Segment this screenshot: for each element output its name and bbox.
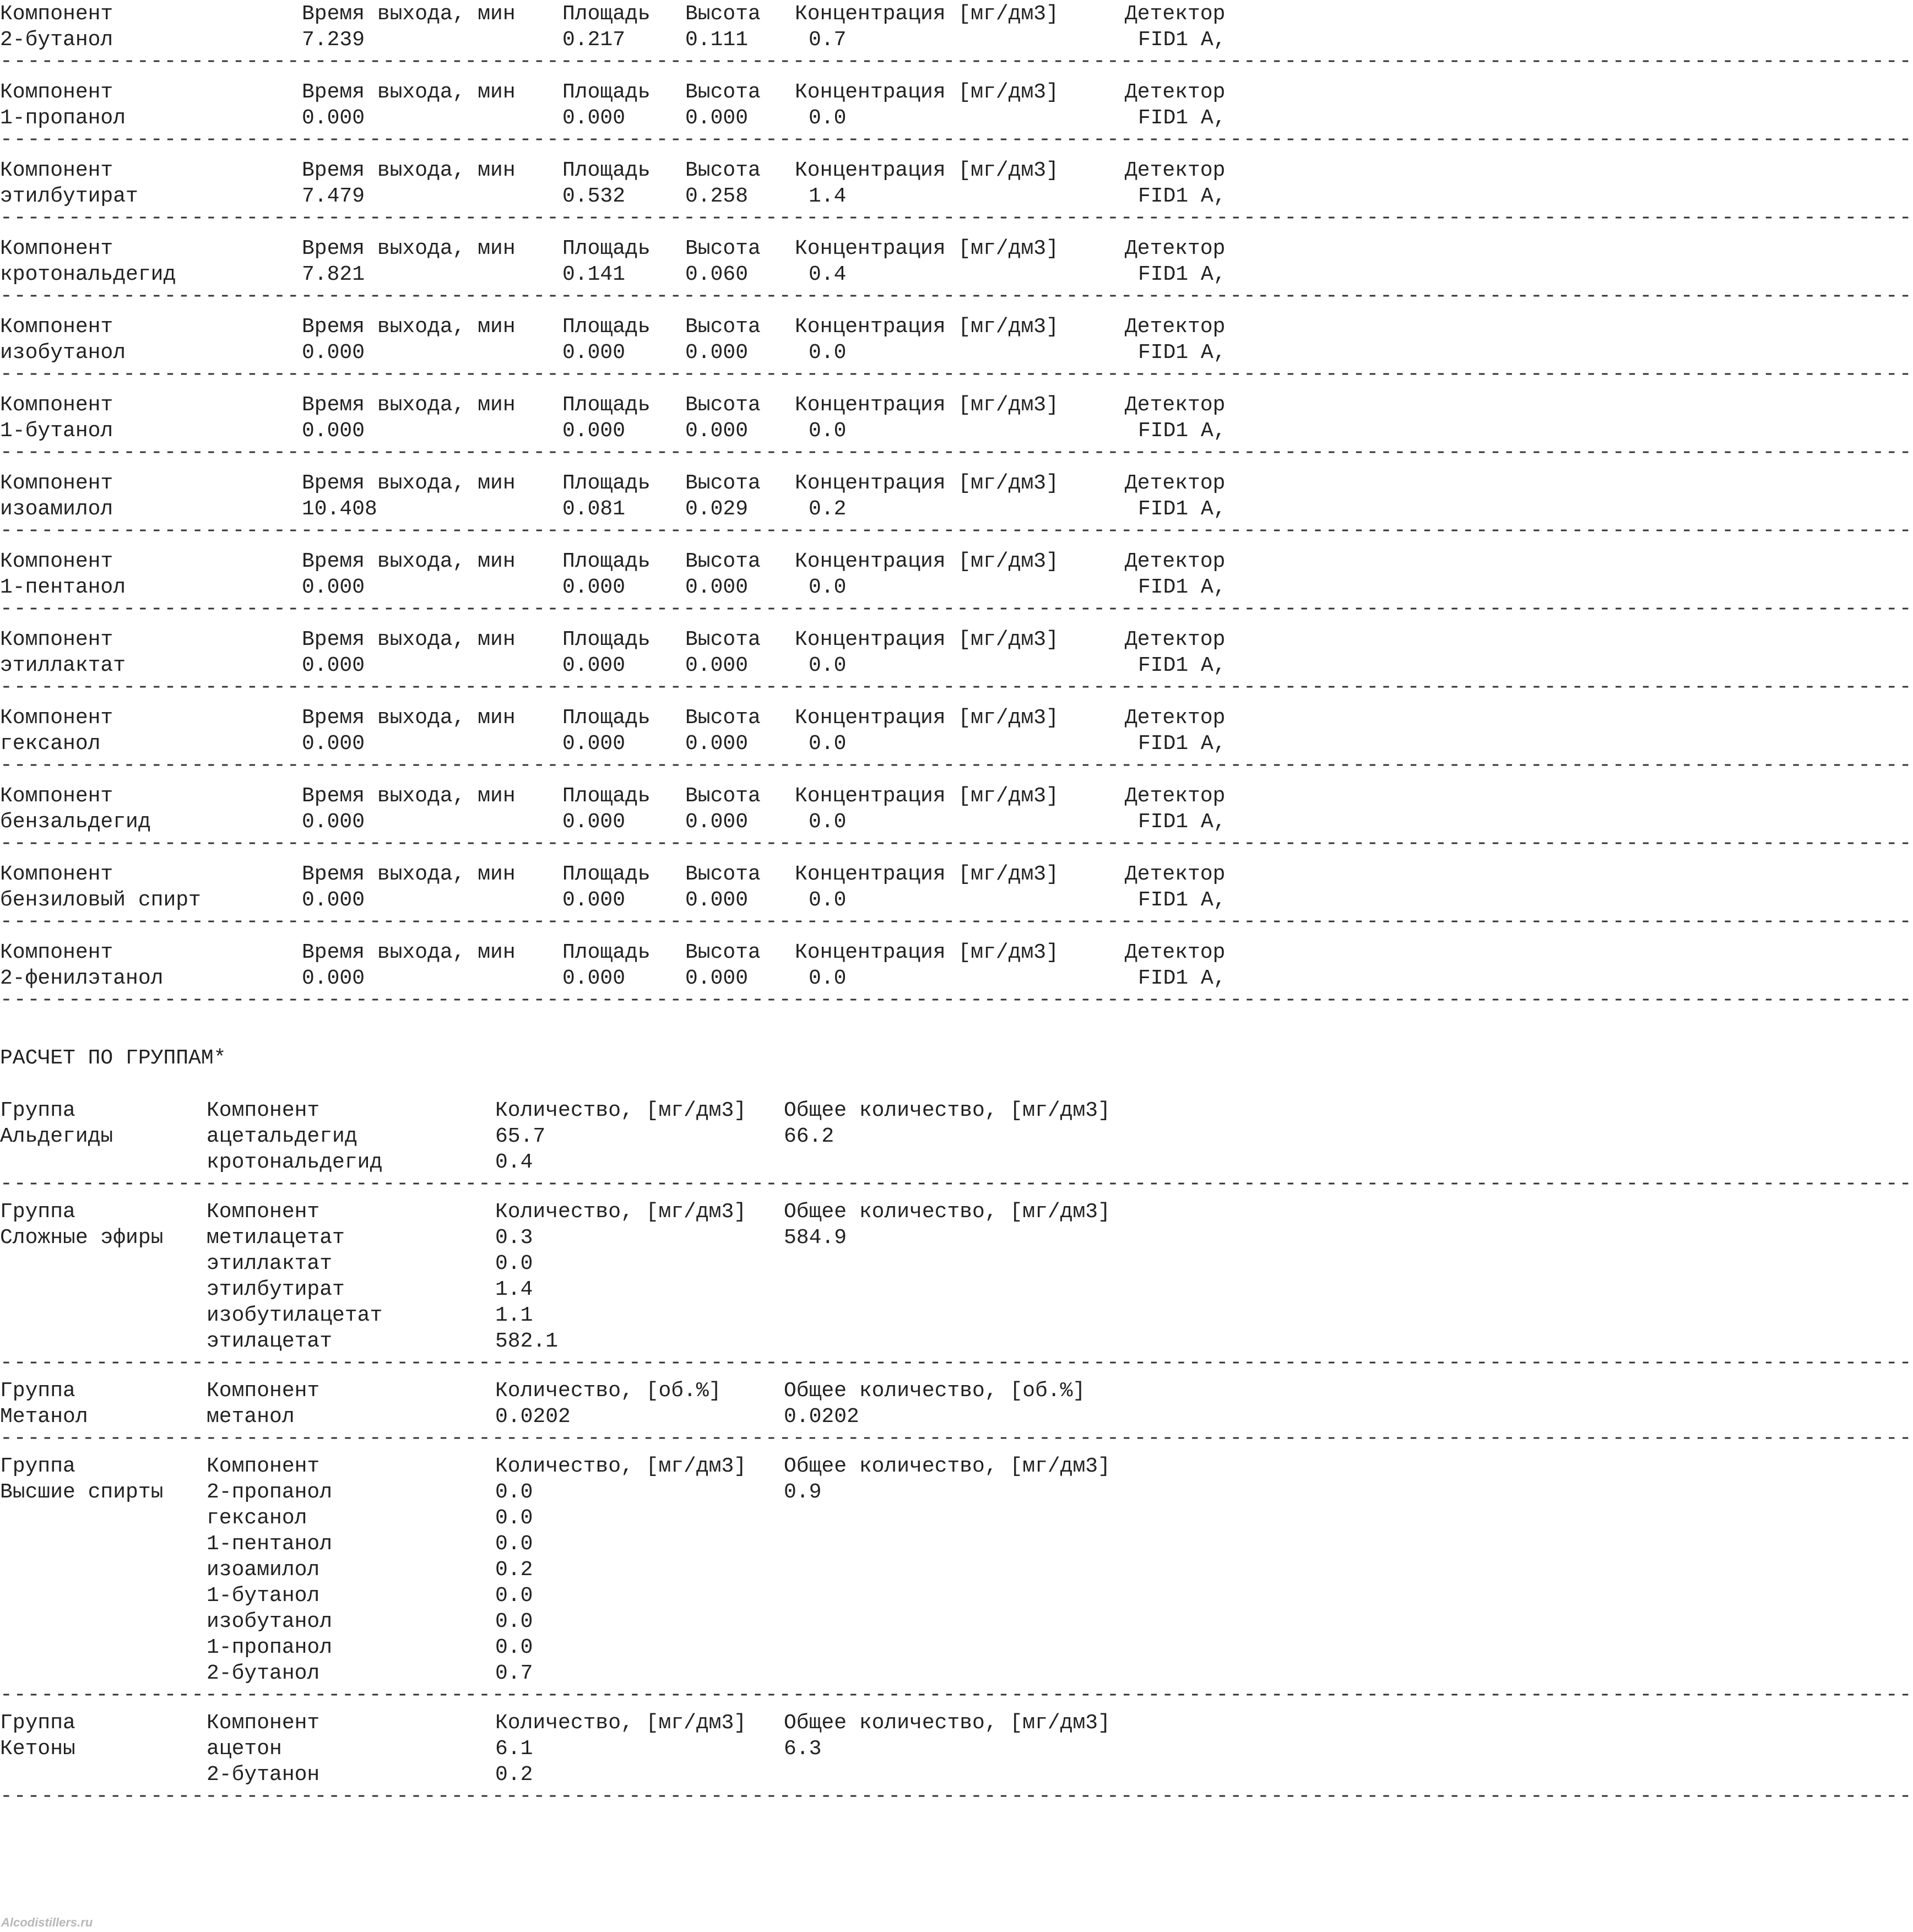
header-area: Площадь (562, 706, 651, 730)
group-item-component: этиллактат (207, 1252, 333, 1276)
height-value: 0.000 (685, 341, 749, 365)
area-value: 0.000 (562, 810, 626, 834)
group-header-row (0, 1199, 1366, 1225)
header-area: Площадь (562, 471, 651, 495)
area-value: 0.000 (562, 888, 626, 912)
header-component: Компонент (207, 1200, 320, 1224)
group-item-component: 1-пентанол (207, 1532, 333, 1556)
retention-time-value: 0.000 (302, 576, 365, 599)
concentration-value: 0.0 (809, 341, 847, 365)
header-component: Компонент (0, 628, 113, 652)
site-watermark: Alcodistillers.ru (1, 1915, 93, 1929)
dashed-divider: -------------------------------------------------------------------------------------------------------------------------------------------- (0, 1426, 1913, 1450)
area-value: 0.000 (562, 732, 626, 756)
group-item-amount: 65.7 (495, 1125, 546, 1148)
group-total-value: 584.9 (784, 1226, 847, 1250)
header-detector: Детектор (1125, 941, 1226, 964)
header-height: Высота (685, 784, 761, 808)
dashed-divider: -------------------------------------------------------------------------------------------------------------------------------------------- (0, 284, 1913, 308)
group-item-component: 2-бутанол (207, 1662, 320, 1685)
dashed-divider: -------------------------------------------------------------------------------------------------------------------------------------------- (0, 597, 1913, 621)
group-item-row (0, 1635, 1366, 1660)
header-concentration: Концентрация [мг/дм3] (795, 315, 1059, 339)
detector-value: FID1 A, (1138, 888, 1226, 912)
height-value: 0.000 (685, 576, 749, 599)
header-retention-time: Время выхода, мин (302, 159, 516, 182)
dashed-divider: -------------------------------------------------------------------------------------------------------------------------------------------- (0, 910, 1913, 934)
group-name: Сложные эфиры (0, 1226, 164, 1250)
group-item-amount: 1.1 (495, 1304, 533, 1327)
group-item-row (0, 1225, 1366, 1251)
group-total-value: 6.3 (784, 1737, 822, 1761)
header-component: Компонент (0, 80, 113, 104)
header-detector: Детектор (1125, 315, 1226, 339)
header-detector: Детектор (1125, 159, 1226, 182)
retention-time-value: 0.000 (302, 810, 365, 834)
header-height: Высота (685, 393, 761, 417)
component-name: 1-пентанол (0, 576, 126, 599)
concentration-value: 0.0 (809, 106, 847, 130)
group-total-value: 66.2 (784, 1125, 834, 1148)
component-name: кротональдегид (0, 263, 176, 286)
component-header-row (0, 783, 1366, 809)
group-header-row (0, 1710, 1366, 1736)
header-height: Высота (685, 706, 761, 730)
header-height: Высота (685, 550, 761, 573)
area-value: 0.000 (562, 106, 626, 130)
header-detector: Детектор (1125, 80, 1226, 104)
component-header-row (0, 392, 1366, 418)
component-header-row (0, 705, 1366, 731)
concentration-value: 0.0 (809, 654, 847, 677)
group-item-amount: 1.4 (495, 1278, 533, 1301)
group-item-amount: 0.3 (495, 1226, 533, 1250)
component-header-row (0, 627, 1366, 653)
group-item-amount: 0.2 (495, 1763, 533, 1787)
height-value: 0.000 (685, 106, 749, 130)
component-header-row (0, 236, 1366, 262)
detector-value: FID1 A, (1138, 576, 1226, 599)
header-area: Площадь (562, 393, 651, 417)
group-item-row (0, 1251, 1366, 1277)
retention-time-value: 7.479 (302, 184, 365, 208)
header-detector: Детектор (1125, 784, 1226, 808)
group-item-row (0, 1609, 1366, 1635)
area-value: 0.217 (562, 28, 626, 52)
retention-time-value: 0.000 (302, 967, 365, 990)
header-height: Высота (685, 237, 761, 261)
header-area: Площадь (562, 237, 651, 261)
group-item-component: изобутанол (207, 1610, 333, 1633)
header-area: Площадь (562, 941, 651, 964)
header-retention-time: Время выхода, мин (302, 784, 516, 808)
header-retention-time: Время выхода, мин (302, 2, 516, 26)
header-component: Компонент (0, 706, 113, 730)
header-detector: Детектор (1125, 471, 1226, 495)
header-component: Компонент (207, 1455, 320, 1478)
header-concentration: Концентрация [мг/дм3] (795, 784, 1059, 808)
area-value: 0.141 (562, 263, 626, 286)
header-height: Высота (685, 628, 761, 652)
header-concentration: Концентрация [мг/дм3] (795, 941, 1059, 964)
header-concentration: Концентрация [мг/дм3] (795, 159, 1059, 182)
concentration-value: 1.4 (809, 184, 847, 208)
concentration-value: 0.0 (809, 576, 847, 599)
group-item-component: изобутилацетат (207, 1304, 383, 1327)
height-value: 0.060 (685, 263, 749, 286)
dashed-divider: -------------------------------------------------------------------------------------------------------------------------------------------- (0, 441, 1913, 464)
height-value: 0.000 (685, 967, 749, 990)
component-header-row (0, 1, 1366, 27)
component-name: 1-бутанол (0, 419, 113, 443)
header-retention-time: Время выхода, мин (302, 628, 516, 652)
detector-value: FID1 A, (1138, 654, 1226, 677)
dashed-divider: -------------------------------------------------------------------------------------------------------------------------------------------- (0, 50, 1913, 73)
header-area: Площадь (562, 2, 651, 26)
group-item-row (0, 1557, 1366, 1583)
header-component: Компонент (0, 862, 113, 886)
header-component: Компонент (0, 941, 113, 964)
group-name: Высшие спирты (0, 1480, 164, 1504)
dashed-divider: -------------------------------------------------------------------------------------------------------------------------------------------- (0, 128, 1913, 151)
header-area: Площадь (562, 159, 651, 182)
group-item-amount: 0.0 (495, 1610, 533, 1633)
group-item-row (0, 1505, 1366, 1531)
group-item-amount: 582.1 (495, 1329, 559, 1353)
header-component: Компонент (0, 550, 113, 573)
header-concentration: Концентрация [мг/дм3] (795, 862, 1059, 886)
component-header-row (0, 79, 1366, 105)
header-component: Компонент (0, 315, 113, 339)
header-component: Компонент (207, 1711, 320, 1735)
dashed-divider: -------------------------------------------------------------------------------------------------------------------------------------------- (0, 1351, 1913, 1375)
area-value: 0.000 (562, 654, 626, 677)
group-item-component: 2-пропанол (207, 1480, 333, 1504)
group-header-row (0, 1453, 1366, 1479)
group-item-component: метилацетат (207, 1226, 345, 1250)
component-header-row (0, 861, 1366, 887)
concentration-value: 0.0 (809, 967, 847, 990)
header-concentration: Концентрация [мг/дм3] (795, 237, 1059, 261)
dashed-divider: -------------------------------------------------------------------------------------------------------------------------------------------- (0, 1172, 1913, 1196)
component-name: 1-пропанол (0, 106, 126, 130)
header-retention-time: Время выхода, мин (302, 941, 516, 964)
header-amount: Количество, [мг/дм3] (495, 1711, 747, 1735)
group-item-component: 1-пропанол (207, 1636, 333, 1659)
header-concentration: Концентрация [мг/дм3] (795, 2, 1059, 26)
concentration-value: 0.7 (809, 28, 847, 52)
header-concentration: Концентрация [мг/дм3] (795, 80, 1059, 104)
group-item-amount: 0.2 (495, 1558, 533, 1582)
detector-value: FID1 A, (1138, 419, 1226, 443)
group-total-value: 0.0202 (784, 1405, 859, 1429)
header-group: Группа (0, 1711, 75, 1735)
concentration-value: 0.0 (809, 732, 847, 756)
groups-section-title: РАСЧЕТ ПО ГРУППАМ* (0, 1046, 226, 1070)
group-name: Метанол (0, 1405, 88, 1429)
detector-value: FID1 A, (1138, 341, 1226, 365)
header-group: Группа (0, 1379, 75, 1403)
header-area: Площадь (562, 80, 651, 104)
component-name: изобутанол (0, 341, 126, 365)
retention-time-value: 7.239 (302, 28, 365, 52)
concentration-value: 0.0 (809, 419, 847, 443)
header-detector: Детектор (1125, 550, 1226, 573)
header-area: Площадь (562, 315, 651, 339)
component-name: 2-фенилэтанол (0, 967, 164, 990)
component-header-row (0, 158, 1366, 183)
group-item-component: метанол (207, 1405, 295, 1429)
area-value: 0.000 (562, 967, 626, 990)
component-header-row (0, 314, 1366, 340)
header-component: Компонент (0, 784, 113, 808)
group-item-row (0, 1277, 1366, 1303)
component-name: этилбутират (0, 184, 138, 208)
dashed-divider: -------------------------------------------------------------------------------------------------------------------------------------------- (0, 832, 1913, 855)
header-area: Площадь (562, 628, 651, 652)
group-item-component: кротональдегид (207, 1150, 383, 1174)
header-concentration: Концентрация [мг/дм3] (795, 550, 1059, 573)
dashed-divider: -------------------------------------------------------------------------------------------------------------------------------------------- (0, 1683, 1913, 1707)
header-area: Площадь (562, 550, 651, 573)
area-value: 0.081 (562, 497, 626, 521)
header-area: Площадь (562, 862, 651, 886)
group-item-component: ацетальдегид (207, 1125, 357, 1148)
height-value: 0.000 (685, 888, 749, 912)
dashed-divider: -------------------------------------------------------------------------------------------------------------------------------------------- (0, 362, 1913, 386)
header-retention-time: Время выхода, мин (302, 315, 516, 339)
height-value: 0.000 (685, 419, 749, 443)
header-height: Высота (685, 471, 761, 495)
header-height: Высота (685, 862, 761, 886)
header-area: Площадь (562, 784, 651, 808)
area-value: 0.000 (562, 576, 626, 599)
group-total-value: 0.9 (784, 1480, 822, 1504)
component-header-row (0, 549, 1366, 574)
detector-value: FID1 A, (1138, 732, 1226, 756)
dashed-divider: -------------------------------------------------------------------------------------------------------------------------------------------- (0, 519, 1913, 542)
area-value: 0.532 (562, 184, 626, 208)
header-total-amount: Общее количество, [мг/дм3] (784, 1711, 1110, 1735)
header-amount: Количество, [мг/дм3] (495, 1455, 747, 1478)
group-item-amount: 0.0 (495, 1252, 533, 1276)
header-concentration: Концентрация [мг/дм3] (795, 471, 1059, 495)
group-item-row (0, 1583, 1366, 1609)
concentration-value: 0.2 (809, 497, 847, 521)
header-retention-time: Время выхода, мин (302, 80, 516, 104)
retention-time-value: 0.000 (302, 341, 365, 365)
height-value: 0.029 (685, 497, 749, 521)
header-concentration: Концентрация [мг/дм3] (795, 706, 1059, 730)
header-height: Высота (685, 315, 761, 339)
retention-time-value: 0.000 (302, 419, 365, 443)
height-value: 0.000 (685, 810, 749, 834)
header-amount: Количество, [об.%] (495, 1379, 722, 1403)
area-value: 0.000 (562, 341, 626, 365)
header-retention-time: Время выхода, мин (302, 393, 516, 417)
dashed-divider: -------------------------------------------------------------------------------------------------------------------------------------------- (0, 1784, 1913, 1808)
component-header-row (0, 470, 1366, 496)
group-name: Альдегиды (0, 1125, 113, 1148)
header-group: Группа (0, 1200, 75, 1224)
group-item-component: этилбутират (207, 1278, 345, 1301)
detector-value: FID1 A, (1138, 497, 1226, 521)
group-item-row (0, 1531, 1366, 1557)
header-retention-time: Время выхода, мин (302, 550, 516, 573)
header-component: Компонент (0, 471, 113, 495)
component-name: изоамилол (0, 497, 113, 521)
group-item-component: 2-бутанон (207, 1763, 320, 1787)
header-concentration: Концентрация [мг/дм3] (795, 628, 1059, 652)
detector-value: FID1 A, (1138, 263, 1226, 286)
header-detector: Детектор (1125, 2, 1226, 26)
header-total-amount: Общее количество, [мг/дм3] (784, 1099, 1110, 1122)
retention-time-value: 0.000 (302, 106, 365, 130)
group-item-amount: 0.0 (495, 1532, 533, 1556)
detector-value: FID1 A, (1138, 28, 1226, 52)
dashed-divider: -------------------------------------------------------------------------------------------------------------------------------------------- (0, 988, 1913, 1012)
component-header-row (0, 940, 1366, 965)
header-retention-time: Время выхода, мин (302, 862, 516, 886)
header-amount: Количество, [мг/дм3] (495, 1200, 747, 1224)
group-item-amount: 0.4 (495, 1150, 533, 1174)
component-name: бензальдегид (0, 810, 151, 834)
group-item-amount: 0.0 (495, 1506, 533, 1530)
header-amount: Количество, [мг/дм3] (495, 1099, 747, 1122)
header-retention-time: Время выхода, мин (302, 237, 516, 261)
header-height: Высота (685, 2, 761, 26)
header-component: Компонент (0, 159, 113, 182)
group-item-row (0, 1303, 1366, 1328)
header-component: Компонент (207, 1099, 320, 1122)
concentration-value: 0.4 (809, 263, 847, 286)
group-item-component: гексанол (207, 1506, 307, 1530)
group-item-component: 1-бутанол (207, 1584, 320, 1608)
group-header-row (0, 1378, 1366, 1404)
header-concentration: Концентрация [мг/дм3] (795, 393, 1059, 417)
group-item-row (0, 1124, 1366, 1149)
group-item-amount: 0.0202 (495, 1405, 571, 1429)
header-component: Компонент (0, 237, 113, 261)
group-item-component: ацетон (207, 1737, 282, 1761)
header-group: Группа (0, 1455, 75, 1478)
header-group: Группа (0, 1099, 75, 1122)
detector-value: FID1 A, (1138, 967, 1226, 990)
header-detector: Детектор (1125, 706, 1226, 730)
component-name: бензиловый спирт (0, 888, 201, 912)
header-total-amount: Общее количество, [мг/дм3] (784, 1200, 1110, 1224)
group-item-amount: 6.1 (495, 1737, 533, 1761)
group-item-row (0, 1479, 1366, 1505)
group-header-row (0, 1098, 1366, 1124)
area-value: 0.000 (562, 419, 626, 443)
header-retention-time: Время выхода, мин (302, 471, 516, 495)
concentration-value: 0.0 (809, 810, 847, 834)
component-name: гексанол (0, 732, 101, 756)
header-height: Высота (685, 80, 761, 104)
retention-time-value: 0.000 (302, 654, 365, 677)
dashed-divider: -------------------------------------------------------------------------------------------------------------------------------------------- (0, 753, 1913, 777)
group-item-amount: 0.0 (495, 1584, 533, 1608)
header-detector: Детектор (1125, 862, 1226, 886)
height-value: 0.000 (685, 732, 749, 756)
detector-value: FID1 A, (1138, 106, 1226, 130)
header-total-amount: Общее количество, [мг/дм3] (784, 1455, 1110, 1478)
group-item-component: изоамилол (207, 1558, 320, 1582)
retention-time-value: 7.821 (302, 263, 365, 286)
dashed-divider: -------------------------------------------------------------------------------------------------------------------------------------------- (0, 206, 1913, 230)
header-component: Компонент (0, 2, 113, 26)
retention-time-value: 0.000 (302, 888, 365, 912)
header-height: Высота (685, 941, 761, 964)
dashed-divider: -------------------------------------------------------------------------------------------------------------------------------------------- (0, 675, 1913, 699)
header-detector: Детектор (1125, 628, 1226, 652)
header-component: Компонент (207, 1379, 320, 1403)
group-item-component: этилацетат (207, 1329, 333, 1353)
header-retention-time: Время выхода, мин (302, 706, 516, 730)
component-name: 2-бутанол (0, 28, 113, 52)
component-name: этиллактат (0, 654, 126, 677)
group-item-amount: 0.0 (495, 1636, 533, 1659)
detector-value: FID1 A, (1138, 810, 1226, 834)
retention-time-value: 0.000 (302, 732, 365, 756)
header-detector: Детектор (1125, 237, 1226, 261)
group-item-row (0, 1736, 1366, 1762)
header-total-amount: Общее количество, [об.%] (784, 1379, 1086, 1403)
group-name: Кетоны (0, 1737, 75, 1761)
header-detector: Детектор (1125, 393, 1226, 417)
group-item-amount: 0.0 (495, 1480, 533, 1504)
retention-time-value: 10.408 (302, 497, 377, 521)
header-height: Высота (685, 159, 761, 182)
group-item-amount: 0.7 (495, 1662, 533, 1685)
height-value: 0.111 (685, 28, 749, 52)
height-value: 0.258 (685, 184, 749, 208)
detector-value: FID1 A, (1138, 184, 1226, 208)
height-value: 0.000 (685, 654, 749, 677)
header-component: Компонент (0, 393, 113, 417)
concentration-value: 0.0 (809, 888, 847, 912)
